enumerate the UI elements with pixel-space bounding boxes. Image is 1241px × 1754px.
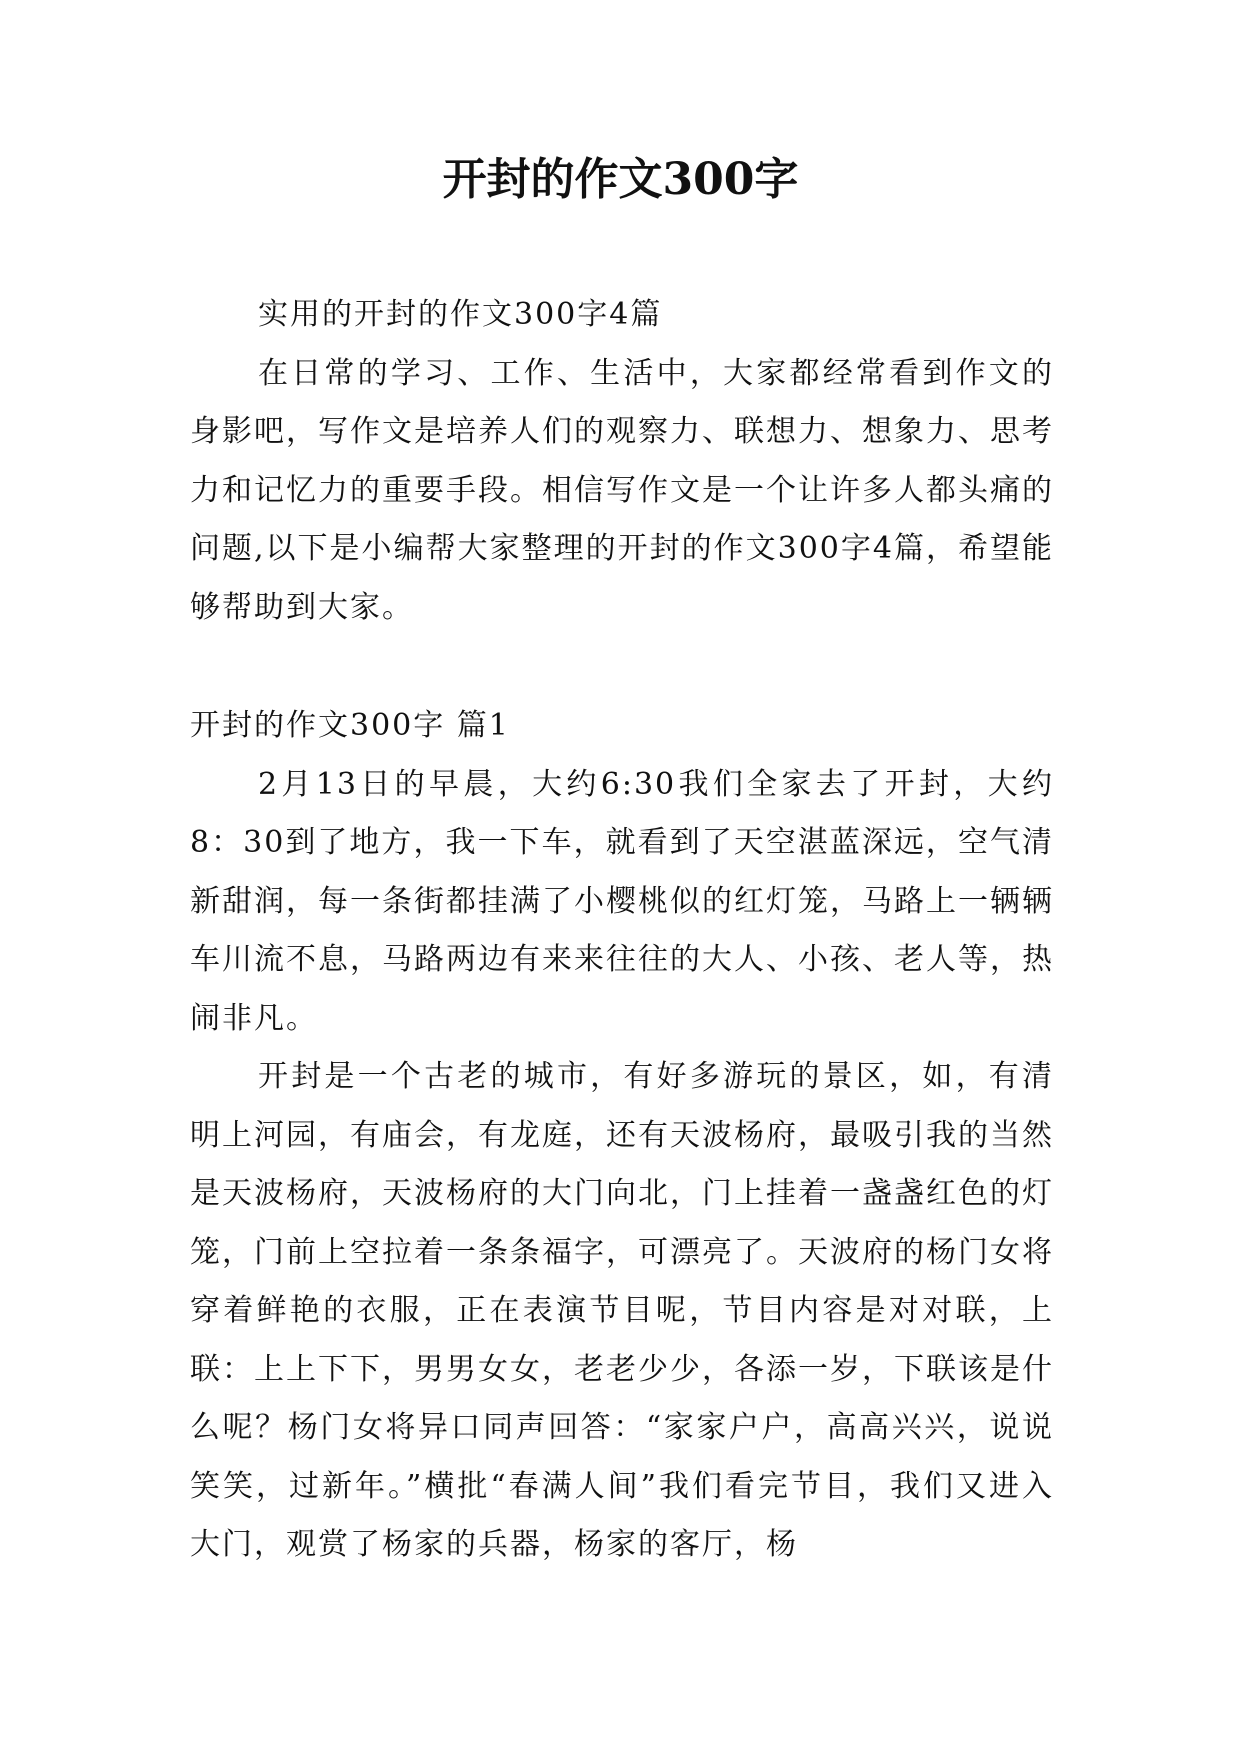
document-body	[190, 286, 1054, 1575]
section-gap	[190, 637, 1054, 697]
section-paragraph: 2月13日的早晨，大约6:30我们全家去了开封，大约8：30到了地方，我一下车，就看到了天空湛蓝深远，空气清新甜润，每一条街都挂满了小樱桃似的红灯笼，马路上一辆辆车川流不息，马路两边有来来往往的大人、小孩、老人等，热闹非凡。	[190, 766, 1054, 1036]
intro-subtitle: 实用的开封的作文300字4篇	[258, 297, 663, 332]
page-title: 开封的作文300字	[442, 154, 799, 205]
intro-paragraph: 在日常的学习、工作、生活中，大家都经常看到作文的身影吧，写作文是培养人们的观察力、联想力、想象力、思考力和记忆力的重要手段。相信写作文是一个让许多人都头痛的问题,以下是小编帮大家整理的开封的作文300字4篇，希望能够帮助到大家。	[190, 355, 1054, 625]
section-heading: 开封的作文300字 篇1	[190, 708, 510, 743]
section-paragraph: 开封是一个古老的城市，有好多游玩的景区，如，有清明上河园，有庙会，有龙庭，还有天波杨府，最吸引我的当然是天波杨府，天波杨府的大门向北，门上挂着一盏盏红色的灯笼，门前上空拉着一条条福字，可漂亮了。天波府的杨门女将穿着鲜艳的衣服，正在表演节目呢，节目内容是对对联，上联：上上下下，男男女女，老老少少，各添一岁，下联该是什么呢？杨门女将异口同声回答：“家家户户，高高兴兴，说说笑笑，过新年。”横批“春满人间”我们看完节目，我们又进入大门，观赏了杨家的兵器，杨家的客厅，杨	[190, 1059, 1054, 1562]
